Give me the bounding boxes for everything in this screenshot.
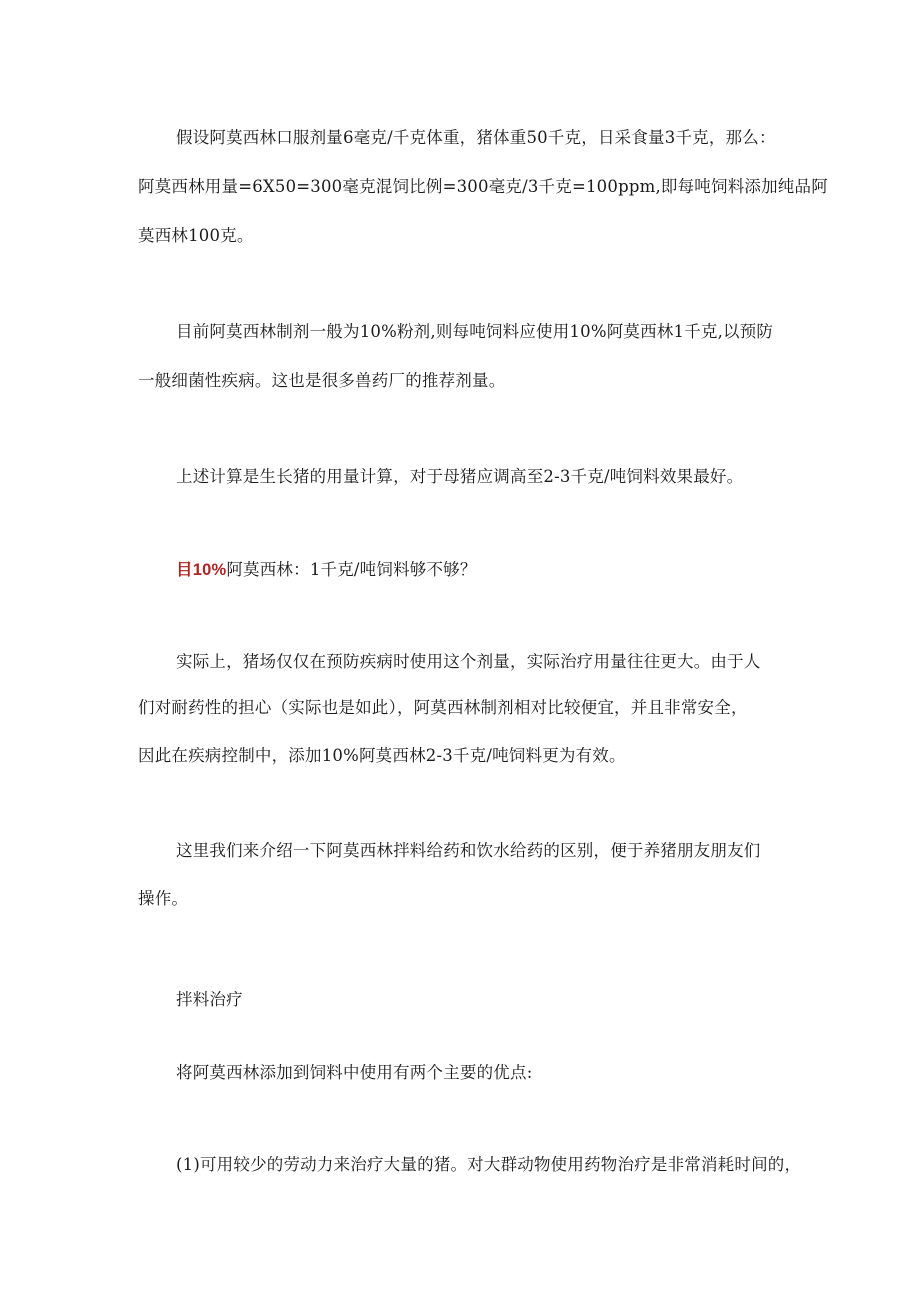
heading-text: 阿莫西林：1千克/吨饲料够不够？	[226, 560, 477, 579]
paragraph-3-line-1: 上述计算是生长猪的用量计算，对于母猪应调高至2-3千克/吨饲料效果最好。	[176, 467, 744, 486]
paragraph-4-line-1: 实际上，猪场仅仅在预防疾病时使用这个剂量，实际治疗用量往往更大。由于人	[176, 652, 761, 671]
paragraph-1-line-2: 阿莫西林用量=6X50=300毫克混饲比例=300毫克/3千克=100ppm,即每吨饲料添加纯品阿	[138, 177, 828, 196]
paragraph-7-line-1: (1)可用较少的劳动力来治疗大量的猪。对大群动物使用药物治疗是非常消耗时间的，	[176, 1155, 802, 1174]
paragraph-6-line-1: 将阿莫西林添加到饲料中使用有两个主要的优点:	[176, 1063, 533, 1082]
paragraph-1-line-1: 假设阿莫西林口服剂量6毫克/千克体重，猪体重50千克，日采食量3千克，那么：	[176, 128, 776, 147]
paragraph-2-line-1: 目前阿莫西林制剂一般为10%粉剂,则每吨饲料应使用10%阿莫西林1千克,以预防	[176, 322, 774, 341]
paragraph-5-line-1: 这里我们来介绍一下阿莫西林拌料给药和饮水给药的区别，便于养猪朋友朋友们	[176, 841, 761, 860]
section-heading-dosage	[176, 556, 477, 580]
paragraph-4-line-3: 因此在疾病控制中，添加10%阿莫西林2-3千克/吨饲料更为有效。	[138, 746, 626, 765]
paragraph-2-line-2: 一般细菌性疾病。这也是很多兽药厂的推荐剂量。	[138, 371, 506, 390]
paragraph-5-line-2: 操作。	[138, 889, 189, 908]
heading-prefix: 目10%	[176, 561, 227, 579]
section-heading-mixing-treatment: 拌料治疗	[176, 990, 243, 1009]
paragraph-1-line-3: 莫西林100克。	[138, 226, 254, 245]
paragraph-4-line-2: 们对耐药性的担心（实际也是如此），阿莫西林制剂相对比较便宜，并且非常安全，	[138, 698, 748, 717]
